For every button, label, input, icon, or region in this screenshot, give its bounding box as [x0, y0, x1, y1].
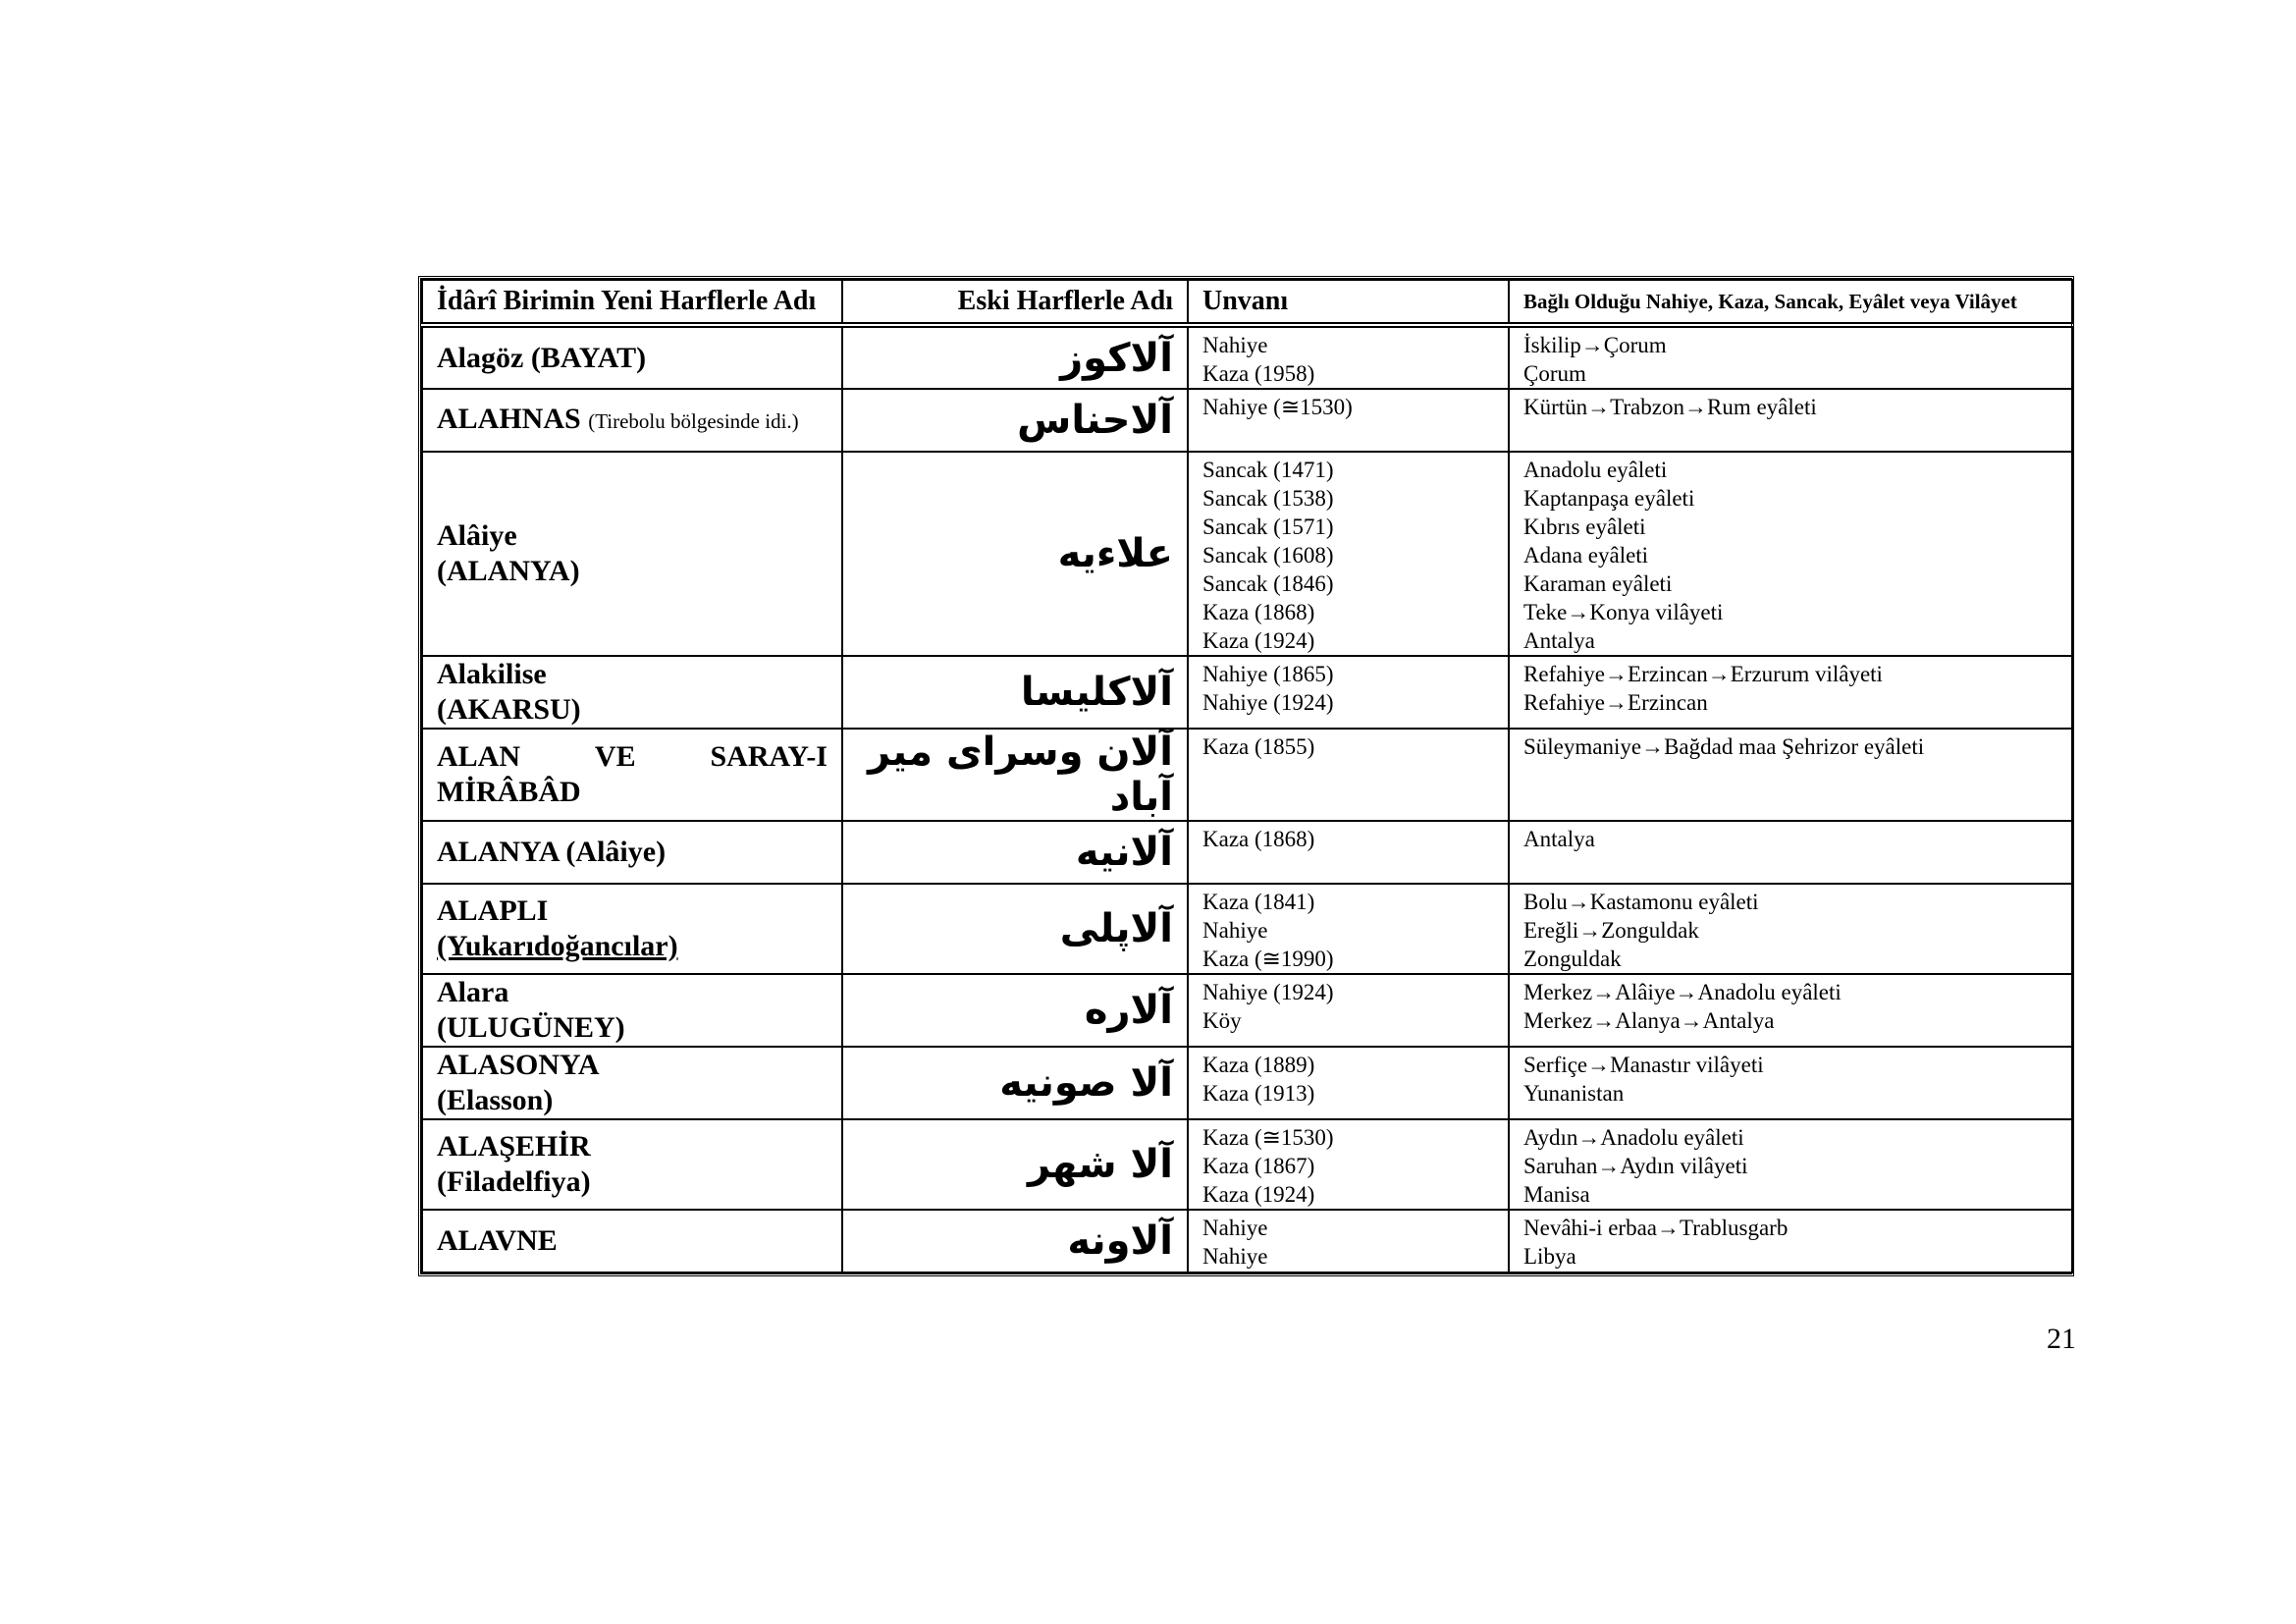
- affiliation-entry: Serfiçe→Manastır vilâyeti: [1523, 1053, 1764, 1077]
- title-entry: Sancak (1538): [1202, 486, 1334, 511]
- unit-name: Alara (ULUGÜNEY): [422, 974, 842, 1047]
- arabic-name: آلاكليسا: [842, 656, 1188, 729]
- affiliation-entry: Adana eyâleti: [1523, 543, 1649, 568]
- units-table: [421, 279, 2073, 1273]
- table-row: [422, 656, 2072, 729]
- unit-affiliations: [1509, 656, 2072, 729]
- unit-titles: [1188, 452, 1509, 656]
- header-affiliation: Bağlı Olduğu Nahiye, Kaza, Sancak, Eyâlet veya Vilâyet: [1509, 280, 2072, 325]
- administrative-units-table: [418, 276, 2074, 1276]
- arabic-name: آلاكوز: [842, 325, 1188, 389]
- arabic-name: آلاره: [842, 974, 1188, 1047]
- affiliation-entry: Karaman eyâleti: [1523, 571, 1673, 596]
- table-row: [422, 729, 2072, 821]
- unit-affiliations: [1509, 1047, 2072, 1119]
- arabic-name: آلانيه: [842, 821, 1188, 884]
- title-entry: Nahiye: [1202, 1244, 1268, 1269]
- arabic-name: آلان وسراى مير آباد: [842, 729, 1188, 821]
- affiliation-entry: Çorum: [1523, 361, 1586, 386]
- title-entry: Kaza (1889): [1202, 1053, 1315, 1077]
- affiliation-entry: Teke→Konya vilâyeti: [1523, 600, 1724, 624]
- title-entry: Köy: [1202, 1008, 1242, 1033]
- title-entry: Kaza (1868): [1202, 827, 1315, 851]
- unit-affiliations: [1509, 1119, 2072, 1210]
- page-number: 21: [2047, 1323, 2076, 1355]
- affiliation-entry: Antalya: [1523, 827, 1595, 851]
- title-entry: Nahiye (1924): [1202, 690, 1334, 715]
- affiliation-entry: Libya: [1523, 1244, 1576, 1269]
- title-entry: Kaza (≅1990): [1202, 947, 1334, 971]
- unit-name: ALAN VE SARAY-I MİRÂBÂD: [422, 729, 842, 821]
- title-entry: Sancak (1846): [1202, 571, 1334, 596]
- unit-titles: [1188, 1119, 1509, 1210]
- unit-titles: [1188, 821, 1509, 884]
- unit-titles: [1188, 729, 1509, 821]
- unit-affiliations: [1509, 452, 2072, 656]
- affiliation-entry: Ereğli→Zonguldak: [1523, 918, 1699, 943]
- affiliation-entry: Süleymaniye→Bağdad maa Şehrizor eyâleti: [1523, 734, 1925, 759]
- unit-titles: [1188, 884, 1509, 974]
- table-row: [422, 452, 2072, 656]
- unit-affiliations: [1509, 1210, 2072, 1272]
- unit-titles: [1188, 325, 1509, 389]
- affiliation-entry: Nevâhi-i erbaa→Trablusgarb: [1523, 1216, 1789, 1240]
- arabic-name: آلا صونيه: [842, 1047, 1188, 1119]
- affiliation-entry: Merkez→Alâiye→Anadolu eyâleti: [1523, 980, 1842, 1004]
- title-entry: Sancak (1571): [1202, 514, 1334, 539]
- unit-titles: [1188, 1047, 1509, 1119]
- title-entry: Nahiye: [1202, 333, 1268, 357]
- unit-affiliations: [1509, 821, 2072, 884]
- affiliation-entry: Saruhan→Aydın vilâyeti: [1523, 1154, 1748, 1178]
- unit-titles: [1188, 1210, 1509, 1272]
- affiliation-entry: Refahiye→Erzincan: [1523, 690, 1708, 715]
- table-row: [422, 1119, 2072, 1210]
- title-entry: Kaza (1867): [1202, 1154, 1315, 1178]
- affiliation-entry: Refahiye→Erzincan→Erzurum vilâyeti: [1523, 662, 1883, 686]
- unit-titles: [1188, 974, 1509, 1047]
- affiliation-entry: Zonguldak: [1523, 947, 1622, 971]
- affiliation-entry: İskilip→Çorum: [1523, 333, 1667, 357]
- unit-name: ALANYA (Alâiye): [422, 821, 842, 884]
- title-entry: Kaza (≅1530): [1202, 1125, 1334, 1150]
- arabic-name: آلاونه: [842, 1210, 1188, 1272]
- unit-name: ALAVNE: [422, 1210, 842, 1272]
- unit-affiliations: [1509, 325, 2072, 389]
- title-entry: Kaza (1913): [1202, 1081, 1315, 1106]
- arabic-name: آلاحناس: [842, 389, 1188, 452]
- table-row: [422, 389, 2072, 452]
- unit-note: (Tirebolu bölgesinde idi.): [588, 409, 799, 433]
- affiliation-entry: Merkez→Alanya→Antalya: [1523, 1008, 1775, 1033]
- table-row: [422, 821, 2072, 884]
- title-entry: Kaza (1924): [1202, 628, 1315, 653]
- affiliation-entry: Bolu→Kastamonu eyâleti: [1523, 890, 1759, 914]
- arabic-name: آلا شهر: [842, 1119, 1188, 1210]
- unit-affiliations: [1509, 884, 2072, 974]
- unit-name: Alagöz (BAYAT): [422, 325, 842, 389]
- table-header-row: [422, 280, 2072, 325]
- title-entry: Kaza (1868): [1202, 600, 1315, 624]
- unit-name: ALASONYA (Elasson): [422, 1047, 842, 1119]
- unit-affiliations: [1509, 974, 2072, 1047]
- title-entry: Kaza (1924): [1202, 1182, 1315, 1207]
- title-entry: Kaza (1841): [1202, 890, 1315, 914]
- title-entry: Kaza (1855): [1202, 734, 1315, 759]
- affiliation-entry: Aydın→Anadolu eyâleti: [1523, 1125, 1744, 1150]
- arabic-name: علاءيه: [842, 452, 1188, 656]
- unit-affiliations: [1509, 389, 2072, 452]
- title-entry: Kaza (1958): [1202, 361, 1315, 386]
- affiliation-entry: Kıbrıs eyâleti: [1523, 514, 1646, 539]
- affiliation-entry: Anadolu eyâleti: [1523, 458, 1668, 482]
- title-entry: Sancak (1471): [1202, 458, 1334, 482]
- table-row: [422, 884, 2072, 974]
- title-entry: Nahiye: [1202, 1216, 1268, 1240]
- affiliation-entry: Antalya: [1523, 628, 1595, 653]
- title-entry: Nahiye (1924): [1202, 980, 1334, 1004]
- table-row: [422, 325, 2072, 389]
- unit-affiliations: [1509, 729, 2072, 821]
- table-row: [422, 1210, 2072, 1272]
- unit-titles: [1188, 656, 1509, 729]
- unit-name: ALAŞEHİR (Filadelfiya): [422, 1119, 842, 1210]
- unit-titles: [1188, 389, 1509, 452]
- title-entry: Nahiye: [1202, 918, 1268, 943]
- affiliation-entry: Kaptanpaşa eyâleti: [1523, 486, 1695, 511]
- header-new-name: İdârî Birimin Yeni Harflerle Adı: [422, 280, 842, 325]
- unit-name: Alakilise (AKARSU): [422, 656, 842, 729]
- title-entry: Nahiye (1865): [1202, 662, 1334, 686]
- affiliation-entry: Yunanistan: [1523, 1081, 1625, 1106]
- arabic-name: آلاپلى: [842, 884, 1188, 974]
- affiliation-entry: Kürtün→Trabzon→Rum eyâleti: [1523, 395, 1817, 419]
- title-entry: Nahiye (≅1530): [1202, 395, 1353, 419]
- unit-name: ALAHNAS (Tirebolu bölgesinde idi.): [422, 389, 842, 452]
- header-old-name: Eski Harflerle Adı: [842, 280, 1188, 325]
- header-title: Unvanı: [1188, 280, 1509, 325]
- unit-name: ALAPLI (Yukarıdoğancılar): [422, 884, 842, 974]
- unit-name: Alâiye (ALANYA): [422, 452, 842, 656]
- table-row: [422, 974, 2072, 1047]
- title-entry: Sancak (1608): [1202, 543, 1334, 568]
- table-row: [422, 1047, 2072, 1119]
- affiliation-entry: Manisa: [1523, 1182, 1590, 1207]
